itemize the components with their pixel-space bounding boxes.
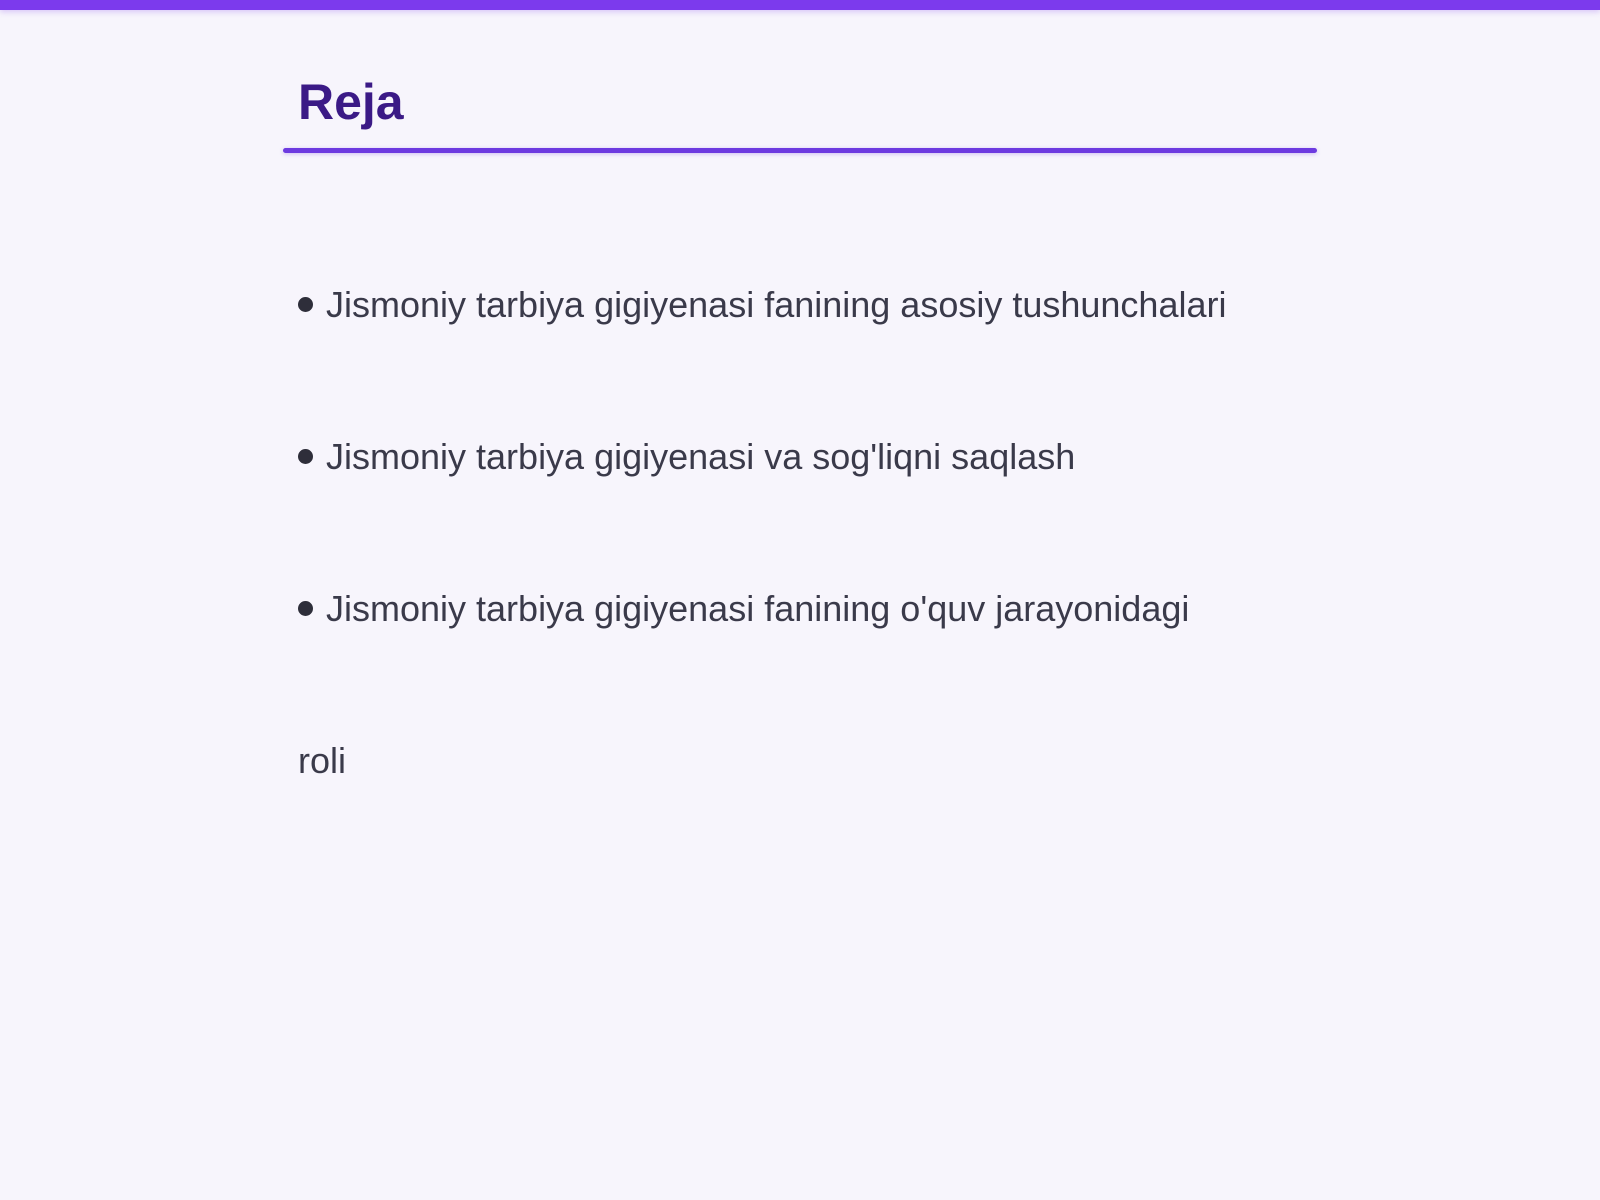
bullet-continuation: roli — [298, 740, 347, 781]
bullet-dot-icon — [298, 449, 313, 464]
bullet-text: Jismoniy tarbiya gigiyenasi fanining o'quv jarayonidagi — [326, 588, 1190, 629]
bullet-item — [298, 283, 1226, 327]
bullet-dot-icon — [298, 601, 313, 616]
bullet-item — [298, 435, 1075, 479]
bullet-item — [298, 587, 1189, 631]
bullet-text: Jismoniy tarbiya gigiyenasi va sog'liqni saqlash — [326, 436, 1076, 477]
top-accent-bar — [0, 0, 1600, 10]
bullet-dot-icon — [298, 297, 313, 312]
bullet-text: Jismoniy tarbiya gigiyenasi fanining asosiy tushunchalari — [326, 284, 1227, 325]
title-underline — [283, 148, 1317, 153]
slide-title: Reja — [298, 74, 404, 130]
